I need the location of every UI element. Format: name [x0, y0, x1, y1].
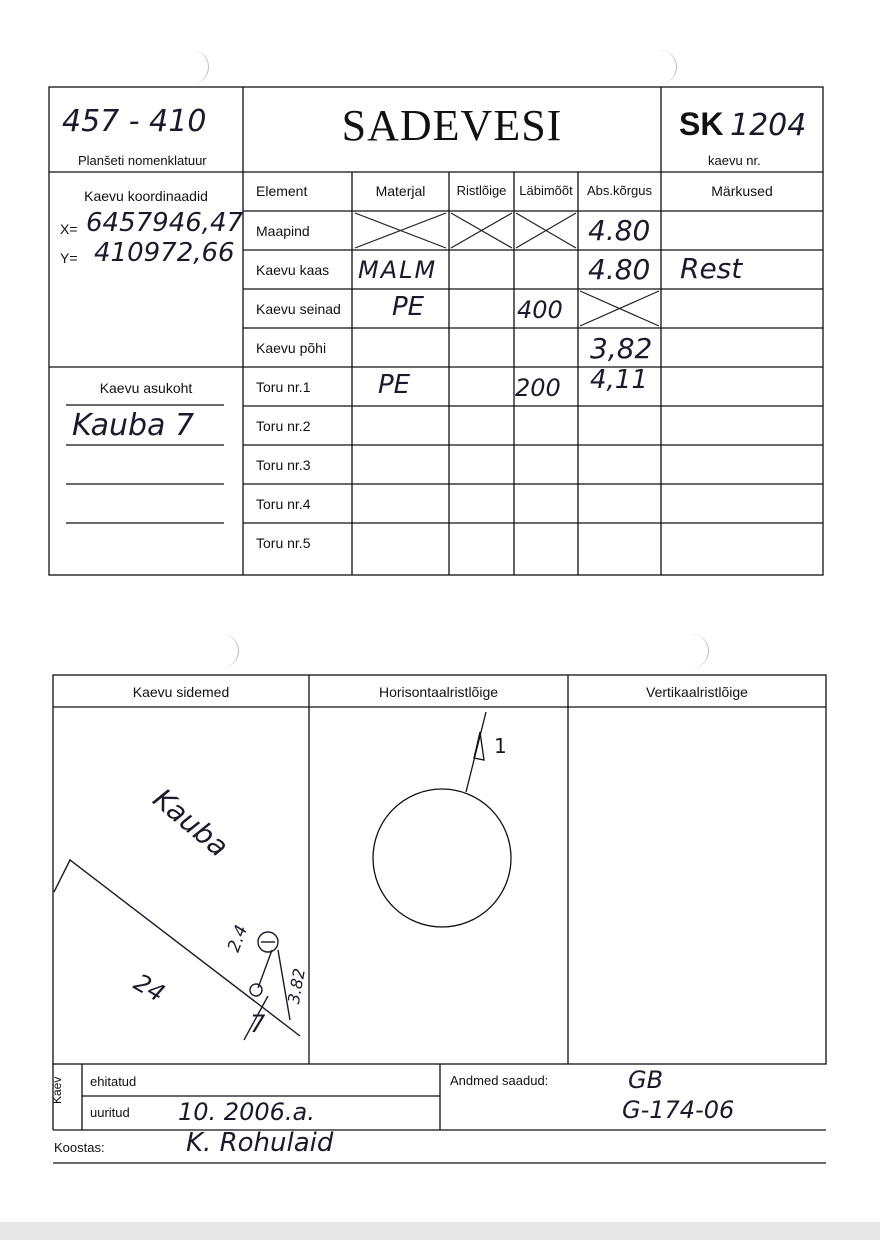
- abs-height-maapind: 4.80: [588, 214, 651, 247]
- material-toru-1: PE: [378, 370, 411, 400]
- top-form-grid: [0, 0, 880, 600]
- x-prefix: X=: [60, 221, 78, 237]
- row-element: Kaevu põhi: [256, 340, 327, 356]
- col-header-labimoot: Läbimõõt: [519, 183, 573, 198]
- row-element: Toru nr.5: [256, 535, 311, 551]
- koostas-label: Koostas:: [54, 1140, 105, 1155]
- andmed-label: Andmed saadud:: [450, 1073, 549, 1088]
- section-horizontal: Horisontaalristlõige: [378, 684, 499, 700]
- kaev-label: Kaev: [50, 1076, 64, 1104]
- row-element: Toru nr.3: [256, 457, 311, 473]
- andmed-value-2: G-174-06: [622, 1096, 735, 1124]
- col-header-ristloige: Ristlõige: [456, 183, 507, 198]
- row-element: Toru nr.2: [256, 418, 311, 434]
- sheet-number: 457 - 410: [62, 104, 207, 139]
- abs-height-toru-1: 4,11: [590, 365, 648, 395]
- form-title: SADEVESI: [341, 101, 563, 150]
- koostas-value: K. Rohulaid: [186, 1128, 334, 1158]
- sketch-label-24: 24: [129, 968, 170, 1008]
- horizontal-section-drawing: [373, 712, 511, 927]
- material-seinad: PE: [392, 292, 425, 322]
- section-sidemed: Kaevu sidemed: [132, 684, 230, 700]
- row-element: Toru nr.1: [256, 379, 311, 395]
- andmed-value-1: GB: [628, 1066, 664, 1094]
- sketch-distance-a: 2.4: [224, 922, 253, 955]
- ehitatud-label: ehitatud: [90, 1074, 137, 1089]
- well-prefix: SK: [679, 106, 724, 142]
- bottom-form-grid: [0, 660, 880, 1180]
- sheet-label: Planšeti nomenklatuur: [78, 153, 207, 168]
- abs-height-pohi: 3,82: [590, 332, 653, 365]
- row-element: Kaevu kaas: [256, 262, 330, 278]
- well-label: kaevu nr.: [708, 153, 761, 168]
- y-prefix: Y=: [60, 250, 78, 266]
- sketch-label-7: 7: [250, 1010, 266, 1038]
- abs-height-kaas: 4.80: [588, 253, 651, 286]
- col-header-element: Element: [256, 183, 308, 199]
- x-coordinate: 6457946,47: [86, 208, 244, 238]
- y-coordinate: 410972,66: [94, 238, 235, 268]
- row-element: Maapind: [256, 223, 310, 239]
- col-header-markused: Märkused: [711, 183, 773, 199]
- coordinates-label: Kaevu koordinaadid: [84, 188, 208, 204]
- material-kaas: MALM: [358, 256, 438, 284]
- row-element: Toru nr.4: [256, 496, 311, 512]
- sketch-distance-b: 3.82: [284, 966, 309, 1006]
- markused-kaas: Rest: [680, 252, 743, 285]
- sketch-street-label: Kauba: [146, 782, 235, 864]
- location-value: Kauba 7: [72, 408, 195, 443]
- col-header-abs: Abs.kõrgus: [586, 183, 653, 198]
- well-number: 1204: [730, 108, 807, 143]
- location-label: Kaevu asukoht: [99, 380, 193, 396]
- uuritud-label: uuritud: [90, 1105, 130, 1120]
- section-vertical: Vertikaalristlõige: [646, 684, 748, 700]
- diameter-toru-1: 200: [515, 374, 561, 402]
- col-header-materjal: Materjal: [375, 183, 426, 199]
- north-arrow-label: 1: [494, 734, 507, 758]
- row-element: Kaevu seinad: [256, 301, 341, 317]
- scan-edge: [0, 1222, 880, 1240]
- diameter-seinad: 400: [517, 296, 563, 324]
- uuritud-value: 10. 2006.a.: [178, 1098, 315, 1126]
